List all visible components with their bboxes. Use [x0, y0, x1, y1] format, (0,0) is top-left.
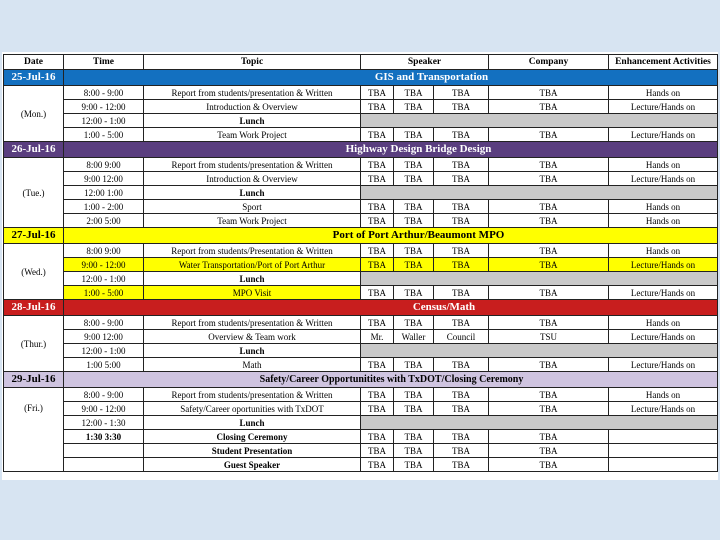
topic-cell: Lunch	[144, 416, 361, 430]
time-cell: 8:00 - 9:00	[64, 316, 144, 330]
company-cell: TBA	[489, 458, 609, 472]
topic-cell: Report from students/presentation & Written	[144, 316, 361, 330]
speaker-cell: TBA	[434, 86, 489, 100]
activity-cell: Lecture/Hands on	[609, 258, 718, 272]
day-title: Highway Design Bridge Design	[64, 142, 718, 158]
topic-cell: Closing Ceremony	[144, 430, 361, 444]
speaker-cell: TBA	[361, 316, 394, 330]
activity-cell: Lecture/Hands on	[609, 358, 718, 372]
speaker-cell: TBA	[394, 86, 434, 100]
speaker-cell: TBA	[394, 358, 434, 372]
time-cell: 9:00 - 12:00	[64, 258, 144, 272]
table-row	[4, 258, 718, 272]
activity-cell: Hands on	[609, 86, 718, 100]
table-row	[4, 214, 718, 228]
speaker-cell: TBA	[361, 444, 394, 458]
speaker-cell: TBA	[361, 458, 394, 472]
activity-cell: Lecture/Hands on	[609, 402, 718, 416]
activity-cell: Hands on	[609, 158, 718, 172]
table-row	[4, 200, 718, 214]
table-row	[4, 128, 718, 142]
speaker-cell: TBA	[434, 316, 489, 330]
day-title: Census/Math	[64, 300, 718, 316]
time-cell: 12:00 - 1:00	[64, 114, 144, 128]
col-header-topic: Topic	[144, 55, 361, 70]
time-cell: 12:00 - 1:00	[64, 344, 144, 358]
company-cell: TBA	[489, 402, 609, 416]
speaker-cell: TBA	[394, 244, 434, 258]
activity-cell	[609, 430, 718, 444]
speaker-cell: TBA	[394, 388, 434, 402]
activity-cell: Hands on	[609, 200, 718, 214]
lunch-filler	[361, 186, 718, 200]
time-cell: 1:00 - 5:00	[64, 286, 144, 300]
time-cell: 12:00 - 1:30	[64, 416, 144, 430]
time-cell	[64, 458, 144, 472]
time-cell: 8:00 - 9:00	[64, 388, 144, 402]
speaker-cell: TBA	[394, 430, 434, 444]
table-row	[4, 244, 718, 258]
speaker-cell: TBA	[361, 128, 394, 142]
topic-cell: Team Work Project	[144, 214, 361, 228]
speaker-cell: TBA	[394, 286, 434, 300]
day-of-week: (Wed.)	[4, 244, 64, 300]
speaker-cell: TBA	[434, 258, 489, 272]
company-cell: TBA	[489, 286, 609, 300]
company-cell: TBA	[489, 430, 609, 444]
speaker-cell: TBA	[394, 172, 434, 186]
table-row	[4, 358, 718, 372]
activity-cell: Lecture/Hands on	[609, 128, 718, 142]
speaker-cell: TBA	[361, 86, 394, 100]
day-title: GIS and Transportation	[64, 70, 718, 86]
speaker-cell: TBA	[434, 458, 489, 472]
speaker-cell: TBA	[434, 402, 489, 416]
lunch-filler	[361, 114, 718, 128]
speaker-cell: TBA	[361, 258, 394, 272]
speaker-cell: TBA	[434, 430, 489, 444]
time-cell: 1:00 - 2:00	[64, 200, 144, 214]
day-of-week: (Thur.)	[4, 316, 64, 372]
time-cell: 12:00 1:00	[64, 186, 144, 200]
day-title: Safety/Career Opportunitites with TxDOT/Closing Ceremony	[64, 372, 718, 388]
speaker-cell: TBA	[434, 358, 489, 372]
topic-cell: Sport	[144, 200, 361, 214]
time-cell: 12:00 - 1:00	[64, 272, 144, 286]
time-cell: 9:00 - 12:00	[64, 100, 144, 114]
day-title: Port of Port Arthur/Beaumont MPO	[64, 228, 718, 244]
speaker-cell: TBA	[361, 388, 394, 402]
topic-cell: Team Work Project	[144, 128, 361, 142]
day-of-week: (Mon.)	[4, 86, 64, 142]
day-date: 25-Jul-16	[4, 70, 64, 86]
speaker-cell: TBA	[434, 388, 489, 402]
speaker-cell: TBA	[434, 444, 489, 458]
day-header-row	[4, 142, 718, 158]
speaker-cell: Mr.	[361, 330, 394, 344]
time-cell: 9:00 - 12:00	[64, 402, 144, 416]
table-row	[4, 186, 718, 200]
table-row	[4, 286, 718, 300]
speaker-cell: TBA	[394, 402, 434, 416]
topic-cell: Introduction & Overview	[144, 172, 361, 186]
topic-cell: Guest Speaker	[144, 458, 361, 472]
col-header-activities: Enhancement Activities	[609, 55, 718, 70]
day-date: 28-Jul-16	[4, 300, 64, 316]
table-row	[4, 172, 718, 186]
table-row	[4, 100, 718, 114]
company-cell: TBA	[489, 214, 609, 228]
topic-cell: Overview & Team work	[144, 330, 361, 344]
time-cell: 2:00 5:00	[64, 214, 144, 228]
day-of-week: (Tue.)	[4, 158, 64, 228]
company-cell: TBA	[489, 86, 609, 100]
company-cell: TBA	[489, 100, 609, 114]
company-cell: TSU	[489, 330, 609, 344]
speaker-cell: TBA	[361, 200, 394, 214]
activity-cell: Hands on	[609, 214, 718, 228]
topic-cell: Math	[144, 358, 361, 372]
activity-cell: Lecture/Hands on	[609, 286, 718, 300]
speaker-cell: TBA	[394, 316, 434, 330]
speaker-cell: TBA	[434, 128, 489, 142]
time-cell: 1:30 3:30	[64, 430, 144, 444]
time-cell: 8:00 9:00	[64, 244, 144, 258]
table-row	[4, 272, 718, 286]
topic-cell: Lunch	[144, 114, 361, 128]
table-row	[4, 430, 718, 444]
speaker-cell: TBA	[361, 100, 394, 114]
time-cell: 1:00 5:00	[64, 358, 144, 372]
company-cell: TBA	[489, 128, 609, 142]
col-header-time: Time	[64, 55, 144, 70]
activity-cell: Lecture/Hands on	[609, 100, 718, 114]
table-row	[4, 458, 718, 472]
activity-cell	[609, 444, 718, 458]
col-header-speaker: Speaker	[361, 55, 489, 70]
topic-cell: Safety/Career oportunities with TxDOT	[144, 402, 361, 416]
topic-cell: Lunch	[144, 186, 361, 200]
activity-cell: Hands on	[609, 388, 718, 402]
speaker-cell: TBA	[434, 244, 489, 258]
day-header-row	[4, 372, 718, 388]
topic-cell: Report from students/presentation & Written	[144, 388, 361, 402]
table-row	[4, 158, 718, 172]
speaker-cell: TBA	[434, 172, 489, 186]
lunch-filler	[361, 416, 718, 430]
speaker-cell: TBA	[361, 158, 394, 172]
speaker-cell: TBA	[394, 458, 434, 472]
col-header-date: Date	[4, 55, 64, 70]
lunch-filler	[361, 272, 718, 286]
company-cell: TBA	[489, 358, 609, 372]
day-date: 27-Jul-16	[4, 228, 64, 244]
time-cell: 8:00 - 9:00	[64, 86, 144, 100]
topic-cell: Student Presentation	[144, 444, 361, 458]
company-cell: TBA	[489, 316, 609, 330]
speaker-cell: TBA	[361, 244, 394, 258]
activity-cell: Lecture/Hands on	[609, 330, 718, 344]
company-cell: TBA	[489, 444, 609, 458]
table-row	[4, 444, 718, 458]
table-row	[4, 86, 718, 100]
company-cell: TBA	[489, 244, 609, 258]
activity-cell	[609, 458, 718, 472]
speaker-cell: TBA	[394, 258, 434, 272]
speaker-cell: Waller	[394, 330, 434, 344]
day-header-row	[4, 228, 718, 244]
col-header-company: Company	[489, 55, 609, 70]
activity-cell: Hands on	[609, 316, 718, 330]
day-header-row	[4, 300, 718, 316]
activity-cell: Hands on	[609, 244, 718, 258]
table-row	[4, 114, 718, 128]
table-row	[4, 344, 718, 358]
topic-cell: MPO Visit	[144, 286, 361, 300]
schedule-sheet	[2, 52, 718, 480]
time-cell: 9:00 12:00	[64, 330, 144, 344]
table-row	[4, 416, 718, 430]
speaker-cell: TBA	[434, 100, 489, 114]
speaker-cell: TBA	[394, 214, 434, 228]
topic-cell: Report from students/Presentation & Written	[144, 244, 361, 258]
header-row	[4, 55, 718, 70]
speaker-cell: TBA	[361, 430, 394, 444]
table-row	[4, 402, 718, 416]
speaker-cell: TBA	[361, 358, 394, 372]
table-row	[4, 388, 718, 402]
time-cell: 8:00 9:00	[64, 158, 144, 172]
speaker-cell: TBA	[361, 172, 394, 186]
speaker-cell: TBA	[394, 200, 434, 214]
speaker-cell: TBA	[434, 214, 489, 228]
speaker-cell: TBA	[394, 444, 434, 458]
company-cell: TBA	[489, 158, 609, 172]
company-cell: TBA	[489, 200, 609, 214]
topic-cell: Introduction & Overview	[144, 100, 361, 114]
topic-cell: Water Transportation/Port of Port Arthur	[144, 258, 361, 272]
day-of-week: (Fri.)	[4, 388, 64, 472]
topic-cell: Report from students/presentation & Written	[144, 86, 361, 100]
topic-cell: Report from students/presentation & Written	[144, 158, 361, 172]
table-row	[4, 330, 718, 344]
day-date: 26-Jul-16	[4, 142, 64, 158]
company-cell: TBA	[489, 388, 609, 402]
activity-cell: Lecture/Hands on	[609, 172, 718, 186]
day-header-row	[4, 70, 718, 86]
time-cell: 1:00 - 5:00	[64, 128, 144, 142]
speaker-cell: TBA	[361, 286, 394, 300]
speaker-cell: Council	[434, 330, 489, 344]
time-cell: 9:00 12:00	[64, 172, 144, 186]
speaker-cell: TBA	[434, 158, 489, 172]
day-date: 29-Jul-16	[4, 372, 64, 388]
speaker-cell: TBA	[361, 402, 394, 416]
speaker-cell: TBA	[394, 128, 434, 142]
topic-cell: Lunch	[144, 344, 361, 358]
speaker-cell: TBA	[434, 200, 489, 214]
company-cell: TBA	[489, 258, 609, 272]
speaker-cell: TBA	[361, 214, 394, 228]
company-cell: TBA	[489, 172, 609, 186]
speaker-cell: TBA	[394, 100, 434, 114]
topic-cell: Lunch	[144, 272, 361, 286]
speaker-cell: TBA	[434, 286, 489, 300]
schedule-table	[3, 54, 718, 472]
lunch-filler	[361, 344, 718, 358]
time-cell	[64, 444, 144, 458]
table-row	[4, 316, 718, 330]
speaker-cell: TBA	[394, 158, 434, 172]
